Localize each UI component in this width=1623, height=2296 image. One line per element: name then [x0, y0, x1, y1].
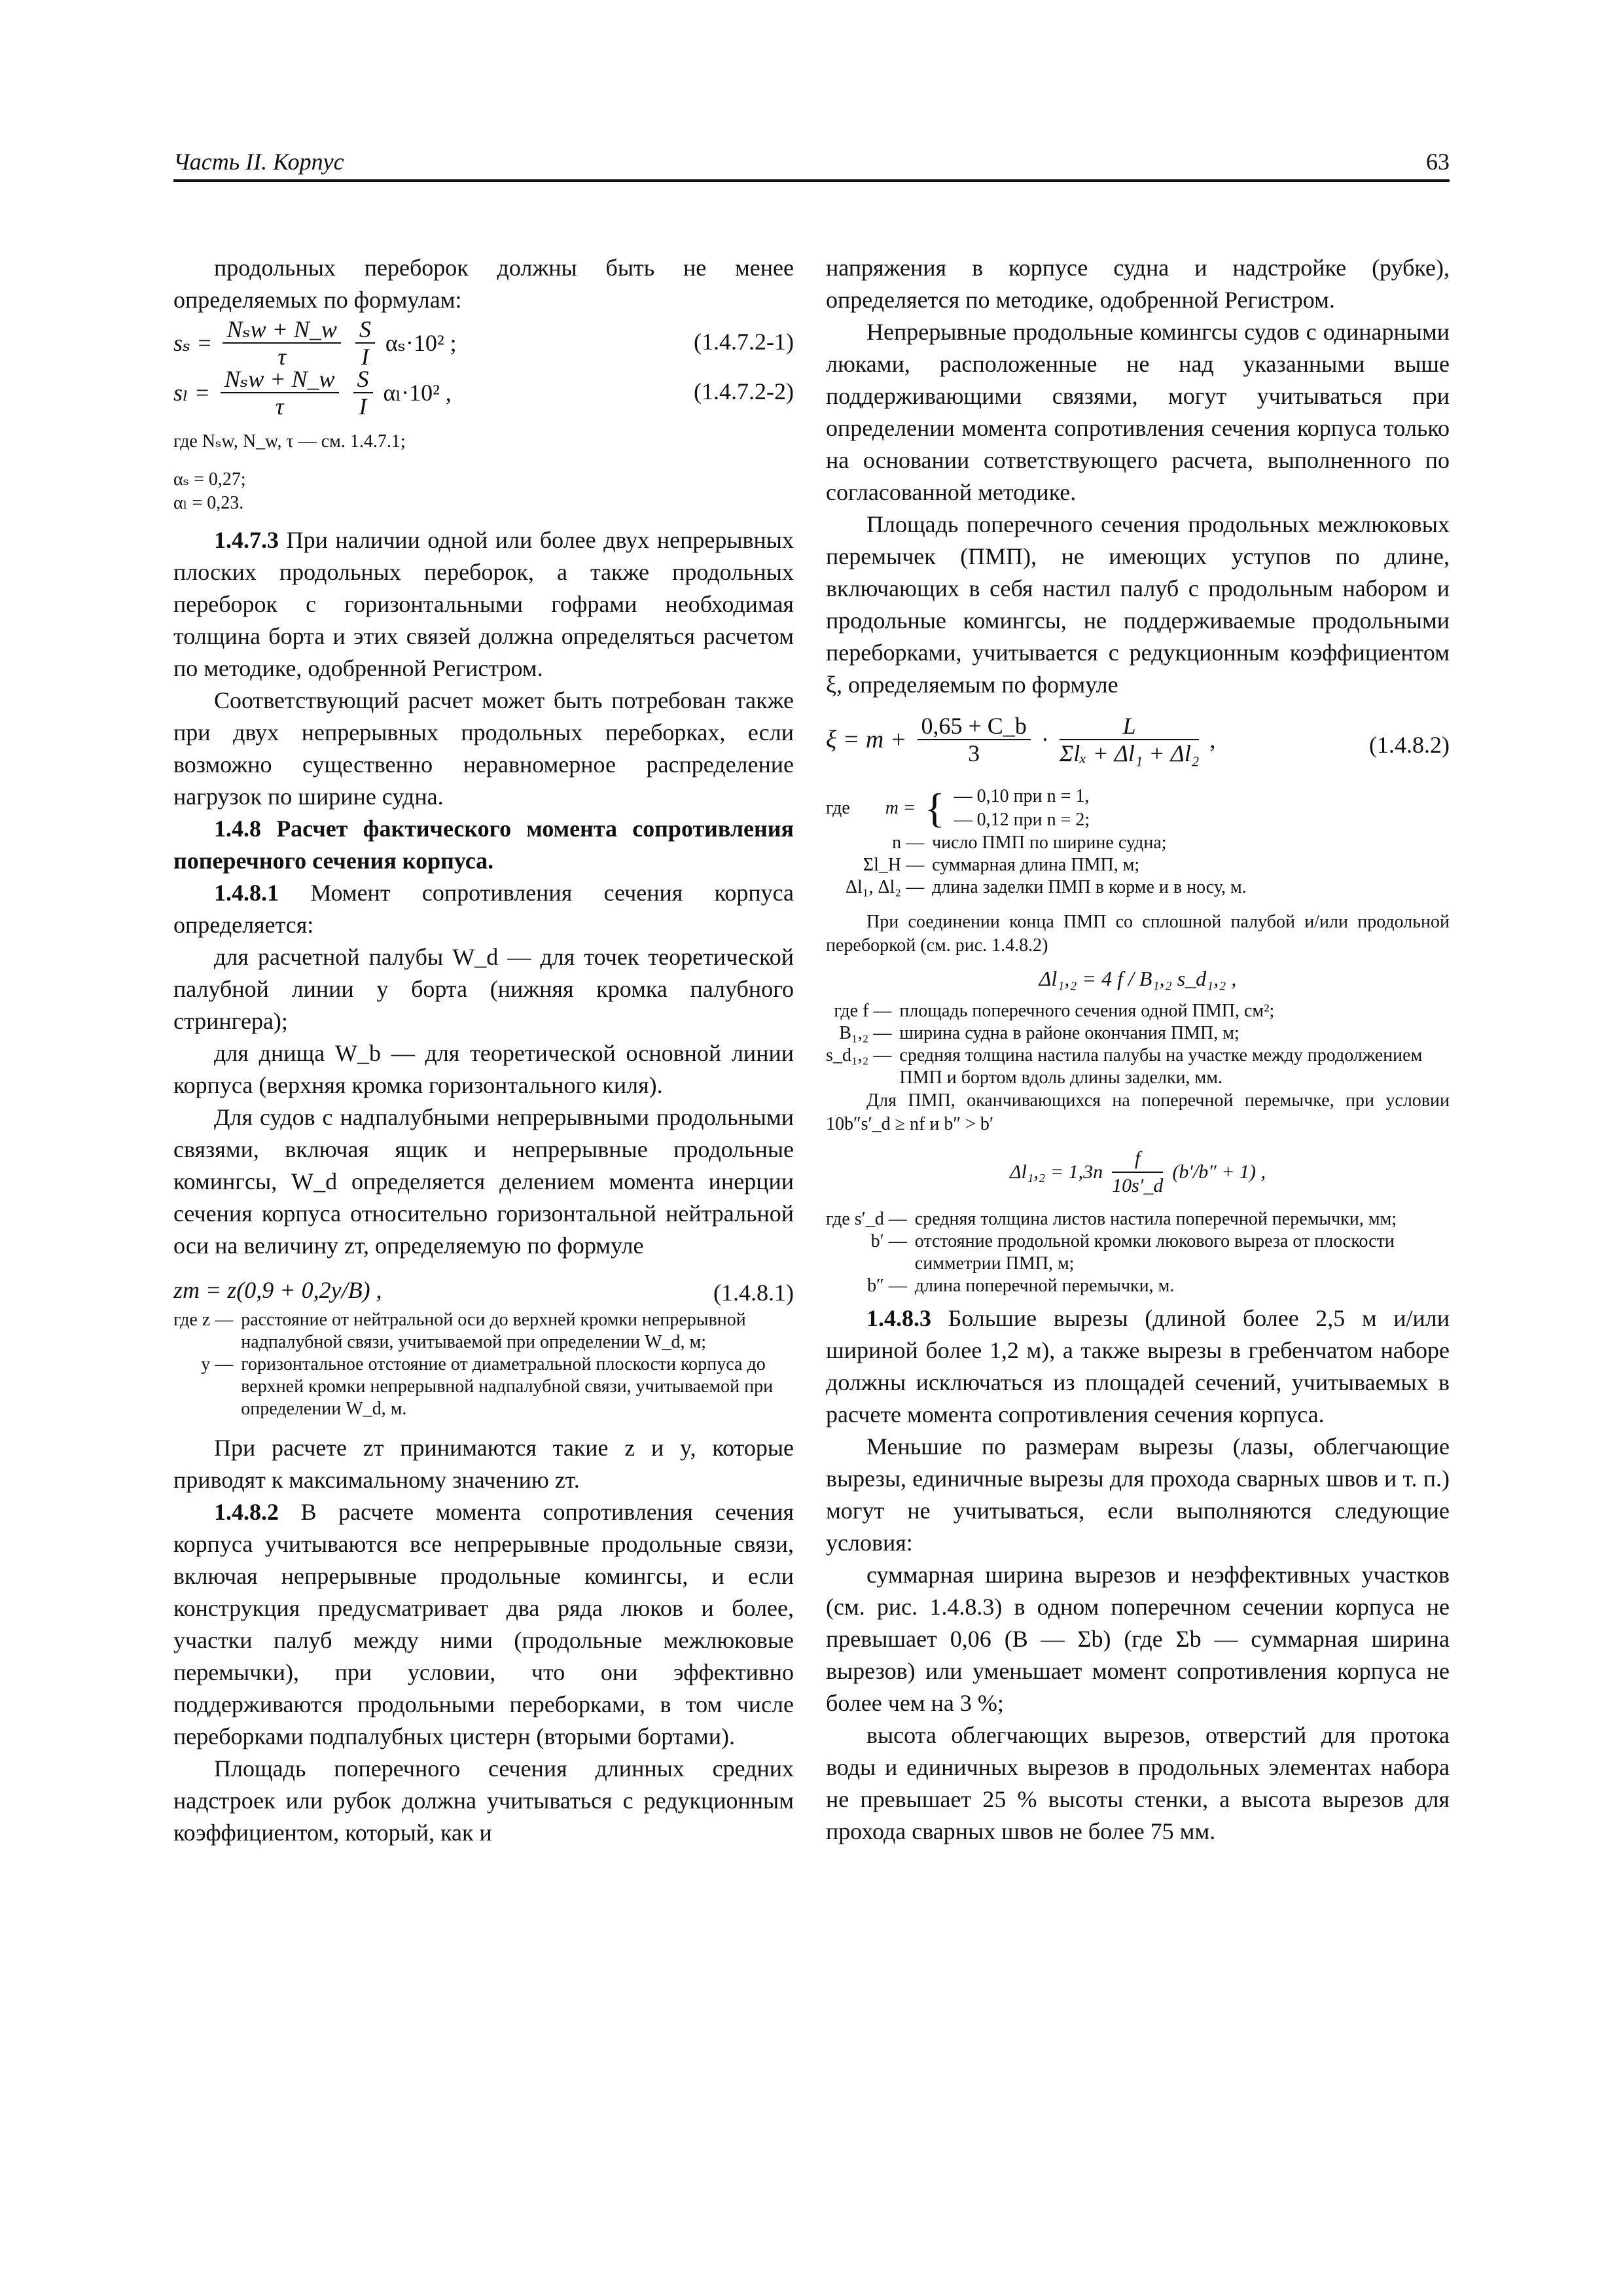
formula-number: (1.4.8.2) — [1369, 732, 1450, 758]
paragraph: Меньшие по размерам вырезы (лазы, облегчающие вырезы, единичные вырезы для прохода сварных швов и т. п.) могут не учитываться, если выполняются следующие условия: — [826, 1433, 1450, 1556]
paragraph: Непрерывные продольные комингсы судов с одинарными люками, расположенные не над указанными выше поддерживающими связями, могут учитываться при определении момента сопротивления сечения корпуса только на основании сответствующего расчета, выполненного по согласованной методике. — [826, 319, 1450, 505]
paragraph: для расчетной палубы W_d — для точек теоретической палубной линии у борта (нижняя кромка палубного стрингера); — [173, 944, 794, 1034]
fraction: $\frac{\text{Nₛw + N\_w}}{\tau}$ — [221, 366, 338, 420]
paragraph: напряжения в корпусе судна и надстройке (рубке), определяется по методике, одобренной Регистром. — [826, 255, 1450, 313]
paragraph: При соединении конца ПМП со сплошной палубой и/или продольной переборкой (см. рис. 1.4.8.2) — [826, 912, 1450, 956]
page-header — [173, 143, 1450, 178]
running-title: Часть II. Корпус — [173, 149, 344, 175]
header-rule — [173, 179, 1450, 182]
paragraph: При расчете zт принимаются такие z и y, которые приводят к максимальному значению zт. — [173, 1435, 794, 1493]
paragraph: Соответствующий расчет может быть потребован также при двух непрерывных продольных переборках, если возможно существенно неравномерное распределение нагрузок по ширине судна. — [173, 687, 794, 810]
paragraph: для днища W_b — для теоретической основной линии корпуса (верхняя кромка горизонтального киля). — [173, 1040, 794, 1098]
alpha-l: αₗ = 0,23. — [173, 493, 244, 513]
paragraph: суммарная ширина вырезов и неэффективных участков (см. рис. 1.4.8.3) в одном поперечном сечении корпуса не превышает 0,06 (B — Σb) (где Σb — суммарная ширина вырезов) или уменьшает момент сопротивления корпуса не более чем на 3 %; — [826, 1562, 1450, 1716]
paragraph-1-4-8-1: 1.4.8.1 Момент сопротивления сечения корпуса определяется: — [173, 880, 794, 938]
paragraph: высота облегчающих вырезов, отверстий для протока воды и единичных вырезов в продольных элементах набора не превышает 25 % высоты стенки, а высота вырезов для прохода сварных швов не более 75 мм. — [826, 1722, 1450, 1844]
fraction: $\frac{\text{Nₛw + N\_w}}{\tau}$ — [223, 316, 340, 370]
paragraph: продольных переборок должны быть не менее определяемых по формулам: — [173, 255, 794, 313]
paragraph-1-4-8-3: 1.4.8.3 Большие вырезы (длиной более 2,5 м и/или шириной более 1,2 м), а также вырезы в гребенчатом наборе должны исключаться из площадей сечений, учитываемых в расчете момента сопротивления сечения корпуса. — [826, 1305, 1450, 1427]
paragraph: Площадь поперечного сечения длинных средних надстроек или рубок должна учитываться с редукционным коэффициентом, который, как и — [173, 1755, 794, 1846]
fraction: $\frac{f}{10s'\_d}$ — [1112, 1145, 1163, 1199]
left-column — [173, 252, 794, 1849]
formula-lhs: sₗ = — [173, 380, 211, 406]
formula-number: (1.4.7.2-2) — [694, 378, 794, 404]
right-column — [826, 252, 1450, 1848]
formula-1-4-7-2-1 — [173, 316, 794, 370]
m-definition: где m = { — 0,10 при n = 1, — 0,12 при n = 2; — [826, 785, 1090, 831]
where-note: где Nₛw, N_w, τ — см. 1.4.7.1; — [173, 431, 406, 452]
formula-tail: αₛ·10² ; — [385, 330, 457, 356]
page-number: 63 — [1426, 149, 1450, 175]
paragraph: Площадь поперечного сечения продольных межлюковых перемычек (ПМП), не имеющих уступов по длине, включающих в себя настил палуб с продольным набором и продольные комингсы, не поддерживаемые продольными переборками, учитывается с редукционным коэффициентом ξ, определяемым по формуле — [826, 511, 1450, 698]
paragraph-1-4-7-3: 1.4.7.3 При наличии одной или более двух непрерывных плоских продольных переборок, а также продольных переборок с горизонтальными гофрами необходимая толщина борта и этих связей должна определяться расчетом по методике, одобренной Регистром. — [173, 527, 794, 681]
paragraph: Для судов с надпалубными непрерывными продольными связями, включая ящик и непрерывные продольные комингсы, W_d определяется делением момента инерции сечения корпуса относительно горизонтальной нейтральной оси на величину zт, определяемую по формуле — [173, 1104, 794, 1259]
formula-legend: где z — расстояние от нейтральной оси до верхней кромки непрерывной надпалубной связи, учитываемой при определении W_d, м; y — горизонтальное отстояние от диаметральной плоскости корпуса до верхней кромки непрерывной надпалубной связи, учитываемой при определении W_d, м. — [173, 1310, 774, 1419]
formula-legend: где s′_d — средняя толщина листов настила поперечной перемычки, мм; b′ — отстояние продольной кромки люкового выреза от плоскости симметрии ПМП, м; b″ — длина поперечной перемычки, м. — [826, 1209, 1397, 1296]
formula-1-4-8-1: zт = z(0,9 + 0,2y/B) , (1.4.8.1) — [173, 1277, 794, 1306]
formula-tail: αₗ·10² , — [383, 380, 452, 406]
fraction: $\frac{0,65 + C\_b}{3}$ — [918, 713, 1031, 766]
paragraph: Для ПМП, оканчивающихся на поперечной перемычке, при условии 10b″s′_d ≥ nf и b″ > b′ — [826, 1090, 1450, 1134]
alpha-s: αₛ = 0,27; — [173, 469, 246, 490]
formula-lhs: sₛ = — [173, 330, 213, 356]
fraction: $\frac{S}{I}$ — [353, 366, 373, 420]
paragraph-1-4-8-2: 1.4.8.2 В расчете момента сопротивления сечения корпуса учитываются все непрерывные продольные связи, включая непрерывные продольные комингсы, и если конструкция предусматривает два ряда люков и более, участки палуб между ними (продольные межлюковые перемычки), при условии, что они эффективно поддерживаются продольными переборками, в том числе переборками подпалубных цистерн (вторыми бортами). — [173, 1499, 794, 1749]
formula-number: (1.4.7.2-1) — [694, 329, 794, 355]
formula-legend: n — число ПМП по ширине судна; Σl_H — суммарная длина ПМП, м; Δl₁, Δl₂ — длина заделки ПМП в корме и в носу, м. — [846, 833, 1247, 897]
section-heading-1-4-8: 1.4.8 Расчет фактического момента сопротивления поперечного сечения корпуса. — [173, 816, 794, 874]
fraction: $\frac{L}{\text{Σlₓ + Δl₁ + Δl₂}}$ — [1059, 713, 1200, 766]
formula-legend: где f — площадь поперечного сечения одной ПМП, см²; B₁,₂ — ширина судна в районе окончания ПМП, м; s_d₁,₂ — средняя толщина настила палубы на участке между продолжением ПМП и бортом вдоль длины заделки, мм. — [826, 1001, 1423, 1088]
formula-1-4-7-2-2 — [173, 366, 794, 420]
formula-delta-l-ending: Δl₁,₂ = 1,3n $\frac{f}{10s'\_d}$ (b′/b″ + 1) , — [826, 1145, 1450, 1199]
fraction: $\frac{S}{I}$ — [355, 316, 375, 370]
formula-1-4-8-2: ξ = m + $\frac{0,65 + C\_b}{3}$ · $\frac{L}{\text{Σlₓ + Δl₁ + Δl₂}}$ , (1.4.8.2) — [826, 713, 1450, 766]
formula-delta-l: Δl₁,₂ = 4 f / B₁,₂ s_d₁,₂ , — [1039, 967, 1237, 990]
